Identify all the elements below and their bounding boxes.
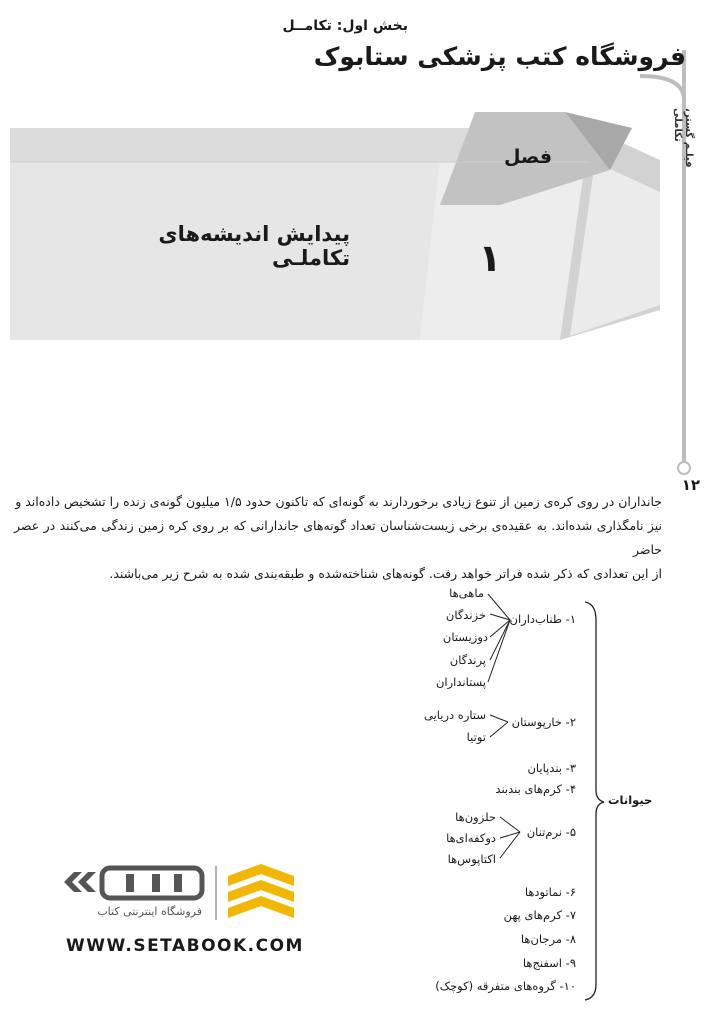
tree-leaf-label: پرندگان [449,653,486,667]
intro-line: نیز نامگذاری شده‌اند. به عقیده‌ی برخی زیست‌شناسان تعداد گونه‌های جاندارانی که بر روی کره زمین زندگی می‌کنند در عصر حاضر [14,518,662,557]
tree-group-label: ۶- نماتودها [524,885,576,899]
tree-root-label: حیوانات [608,793,653,807]
tree-group-label: ۸- مرجان‌ها [520,932,576,946]
tree-leaf-label: دوکفه‌ای‌ها [446,831,496,845]
tree-leaf-label: پستانداران [435,675,486,689]
section-label: بخش اول: تکامــل [282,18,408,34]
tree-group-label: ۵- نرم‌تنان [526,825,576,839]
website-url: WWW.SETABOOK.COM [66,936,304,956]
tree-group-label: ۱۰- گروه‌های متفرقه (کوچک) [435,979,576,993]
site-heading: فروشگاه کتب پزشکی ستابوک [313,42,686,71]
tree-leaf-label: ستاره دریایی [423,708,486,722]
tree-group-label: ۲- خارپوستان [511,715,576,729]
tree-group-label: ۷- کرم‌های پهن [503,908,576,922]
intro-line: از این تعدادی که ذکر شده فراتر خواهد رفت. گونه‌های شناخته‌شده و طبقه‌بندی شده به شرح زیر می‌باشند. [109,566,662,581]
side-running-title: فیلـم گستر، تکاملی [672,108,694,168]
tree-leaf-label: دوزیستان [442,630,488,644]
tree-group-label: ۴- کرم‌های بندبند [495,782,576,796]
chapter-word: فصل [503,146,553,168]
page-number: ۱۲ [681,476,700,494]
setabook-logo [56,860,306,930]
tree-leaf-label: اکتاپوس‌ها [447,852,496,866]
chapter-number: ۱ [478,236,502,280]
logo-caption: فروشگاه اینترنتی کتاب [97,905,202,918]
tree-group-label: ۳- بندپایان [527,761,576,775]
tree-group-label: ۹- اسفنج‌ها [522,956,576,970]
tree-leaf-label: خزندگان [445,608,486,622]
tree-group-label: ۱- طناب‌داران [509,612,576,626]
tree-leaf-label: حلزون‌ها [455,810,496,824]
tree-leaf-label: ماهی‌ها [449,586,484,600]
tree-leaf-label: توتیا [466,730,486,744]
chapter-title: پیدایش اندیشه‌های تکاملـی [158,222,350,270]
intro-line: جانداران در روی کره‌ی زمین از تنوع زیادی برخوردارند به گونه‌ای که تاکنون حدود ۱/۵ میلیون گونه‌ی زنده را تشخیص داده‌اند و [15,494,662,509]
